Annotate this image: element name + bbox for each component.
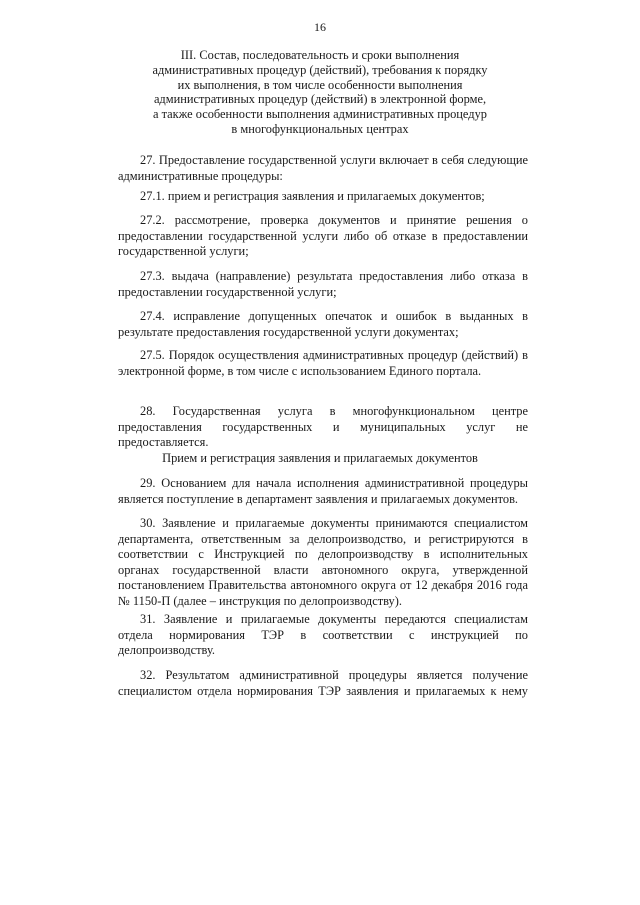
paragraph-text: 27.5. Порядок осуществления административных процедур (действий) в электронной форме, в том числе с использованием Единого портала. xyxy=(118,348,528,378)
paragraph-27-1 xyxy=(118,189,528,205)
paragraph-30 xyxy=(118,516,528,609)
section-heading-line: III. Состав, последовательность и сроки выполнения xyxy=(180,48,460,62)
paragraph-text: 27. Предоставление государственной услуги включает в себя следующие административные процедуры: xyxy=(118,153,528,183)
section-heading-line: в многофункциональных центрах xyxy=(231,121,409,136)
paragraph-text: 27.1. прием и регистрация заявления и прилагаемых документов; xyxy=(140,189,485,203)
paragraph-text: 28. Государственная услуга в многофункциональном центре предоставления государственных и муниципальных услуг не предоставляется. xyxy=(118,404,528,449)
paragraph-27-4 xyxy=(118,309,528,340)
section-heading-line: административных процедур (действий) в электронной форме, xyxy=(153,92,487,107)
paragraph-text: 27.4. исправление допущенных опечаток и ошибок в выданных в результате предоставления государственной услуги документах; xyxy=(118,309,528,339)
paragraph-text: 29. Основанием для начала исполнения административной процедуры является поступление в департамент заявления и прилагаемых документов. xyxy=(118,476,528,506)
paragraph-27 xyxy=(118,153,528,184)
paragraph-text: 30. Заявление и прилагаемые документы принимаются специалистом департамента, ответственным за делопроизводство, и регистрируются в соответствии с Инструкцией по делопроизводству в исполнительных органах государственной власти автономного округа, утвержденной постановлением Правительства автономного округа от 12 декабря 2016 года № 1150-П (далее – инструкция по делопроизводству). xyxy=(118,516,528,608)
paragraph-32 xyxy=(118,668,528,699)
paragraph-text: 31. Заявление и прилагаемые документы передаются специалистам отдела нормирования ТЭР в соответствии с инструкцией по делопроизводству. xyxy=(118,612,528,657)
paragraph-28 xyxy=(118,404,528,451)
paragraph-text: 27.2. рассмотрение, проверка документов и принятие решения о предоставлении государственной услуги либо об отказе в предоставлении государственной услуги; xyxy=(118,213,528,258)
section-heading-line: а также особенности выполнения административных процедур xyxy=(153,107,487,122)
section-heading-line: их выполнения, в том числе особенности выполнения xyxy=(177,77,463,92)
section-heading-line: административных процедур (действий), требования к порядку xyxy=(152,62,488,77)
section-heading xyxy=(120,48,520,137)
paragraph-text: 27.3. выдача (направление) результата предоставления либо отказа в предоставлении государственной услуги; xyxy=(118,269,528,299)
page-number: 16 xyxy=(314,20,326,34)
paragraph-27-2 xyxy=(118,213,528,260)
subsection-heading: Прием и регистрация заявления и прилагаемых документов xyxy=(162,451,478,465)
paragraph-27-3 xyxy=(118,269,528,300)
paragraph-31 xyxy=(118,612,528,659)
paragraph-text: 32. Результатом административной процедуры является получение специалистом отдела нормирования ТЭР заявления и прилагаемых к нему xyxy=(118,668,528,698)
paragraph-27-5 xyxy=(118,348,528,379)
paragraph-29 xyxy=(118,476,528,507)
